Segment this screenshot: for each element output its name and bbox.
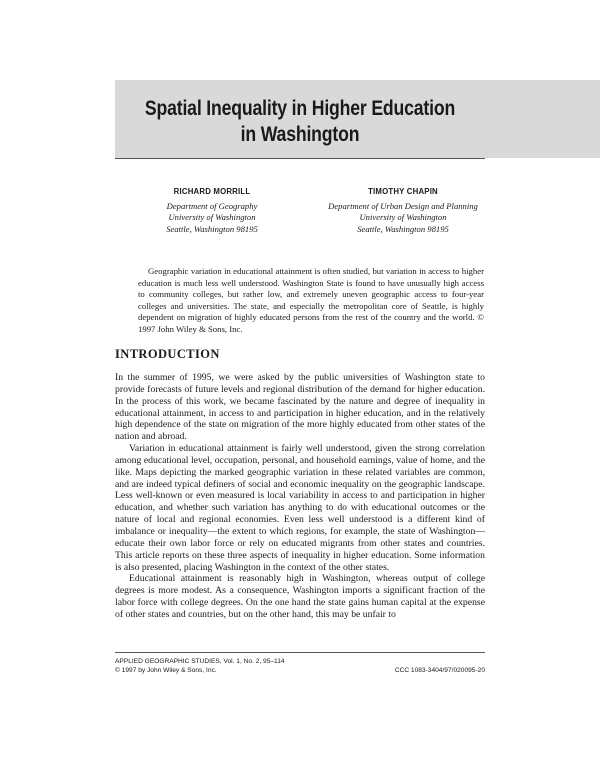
author-department: Department of Urban Design and Planning [328,200,478,211]
title-line-2: in Washington [240,123,360,146]
paragraph: Educational attainment is reasonably high in Washington, whereas output of college degrees is more modest. As a consequence, Washington imports a significant fraction of the labor force with college degrees. On the one hand the state gains human capital at the expense of other states and countries, but on the other hand, this may be unfair to [115,573,485,620]
footer-copyright: © 1997 by John Wiley & Sons, Inc. [115,667,217,674]
paragraph: In the summer of 1995, we were asked by the public universities of Washington state to provide forecasts of future levels and regional distribution of the demand for higher education. In the process of this work, we became fascinated by the nature and degree of inequality in educational attainment, in access to and participation in higher education, and in the relatively high dependence of the state on migration of the more highly educated from other states of the nation and abroad. [115,372,485,443]
footer-journal: APPLIED GEOGRAPHIC STUDIES, Vol. 1, No. 2, 95–114 [115,658,285,665]
title-rule [115,158,485,159]
abstract: Geographic variation in educational attainment is often studied, but variation in access to higher education is much less well understood. Washington State is found to have unusually high access to community colleges, but rather low, and extremely uneven geographic access to four-year colleges and universities. The state, and especially the metropolitan core of Seattle, is highly dependent on migration of highly educated persons from the rest of the country and the world. © 1997 John Wiley & Sons, Inc. [138,266,484,334]
author-department: Department of Geography [166,200,258,211]
author-block-2 [298,186,508,235]
footer-ccc: CCC 1083-3404/97/020095-20 [394,667,485,674]
title-line-1: Spatial Inequality in Higher Education [144,97,456,120]
footer-line [115,666,485,675]
paragraph: Variation in educational attainment is fairly well understood, given the strong correlation among educational level, occupation, personal, and household earnings, value of home, and the like. Maps depicting the marked geographic variation in these related variables are common, and are indeed typical definers of social and economic inequality on the geographic landscape. Less well-known or even measured is local variability in access to and participation in higher education, and whether such variation has anything to do with educational outcomes or the nature of local and regional economies. Even less well understood is a different kind of imbalance or inequality—the extent to which regions, for example, the state of Washington—educate their own labor force or rely on educated migrants from other states and countries. This article reports on these three aspects of inequality in higher education. Some information is also presented, placing Washington in the context of the other states. [115,443,485,573]
section-heading: INTRODUCTION [115,347,220,361]
author-institution: University of Washington [168,212,256,222]
author-address: Seattle, Washington 98195 [357,223,449,234]
article-title [145,96,456,148]
author-institution: University of Washington [359,212,447,222]
author-name: TIMOTHY CHAPIN [368,187,438,196]
author-address: Seattle, Washington 98195 [166,223,258,234]
footer-rule [115,652,485,653]
author-name: RICHARD MORRILL [173,187,251,196]
body-text [115,372,485,621]
author-block-1 [112,186,312,235]
